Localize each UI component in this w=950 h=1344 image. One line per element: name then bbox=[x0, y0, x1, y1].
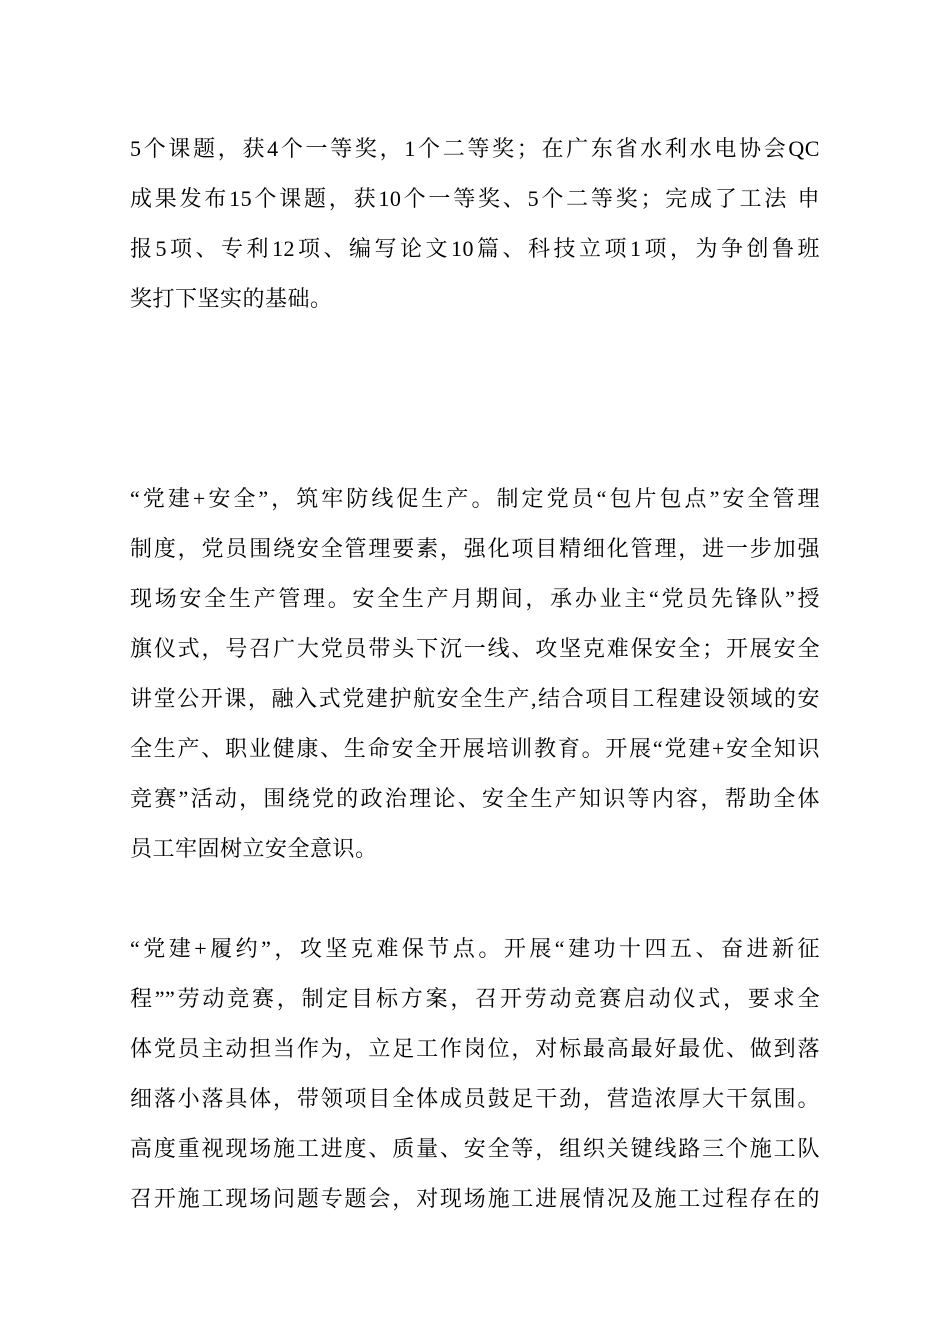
paragraph-line: 报5项、专利12项、编写论文10篇、科技立项1项，为争创鲁班 bbox=[130, 236, 820, 261]
paragraph-line: 程””劳动竞赛，制定目标方案，召开劳动竞赛启动仪式，要求全 bbox=[130, 986, 820, 1011]
paragraph-line: 讲堂公开课，融入式党建护航安全生产,结合项目工程建设领域的安 bbox=[130, 686, 820, 711]
paragraph-line: 制度，党员围绕安全管理要素，强化项目精细化管理，进一步加强 bbox=[130, 536, 820, 561]
paragraph-line: 高度重视现场施工进度、质量、安全等，组织关键线路三个施工队 bbox=[130, 1136, 820, 1161]
para-dangjian-anquan bbox=[130, 474, 820, 874]
paragraph-line: “党建+安全”，筑牢防线促生产。制定党员“包片包点”安全管理 bbox=[130, 486, 820, 511]
paragraph-line: 体党员主动担当作为，立足工作岗位，对标最高最好最优、做到落 bbox=[130, 1036, 820, 1061]
paragraph-line: 员工牢固树立安全意识。 bbox=[130, 836, 378, 861]
paragraph-line: 全生产、职业健康、生命安全开展培训教育。开展“党建+安全知识 bbox=[130, 736, 820, 761]
paragraph-line: 成果发布15个课题，获10个一等奖、5个二等奖；完成了工法 申 bbox=[130, 186, 820, 211]
paragraph-line: 现场安全生产管理。安全生产月期间，承办业主“党员先锋队”授 bbox=[130, 586, 820, 611]
paragraph-line: 5个课题，获4个一等奖，1个二等奖；在广东省水利水电协会QC bbox=[130, 136, 820, 161]
paragraph-line: 细落小落具体，带领项目全体成员鼓足干劲，营造浓厚大干氛围。 bbox=[130, 1086, 820, 1111]
paragraph-line: 召开施工现场问题专题会，对现场施工进展情况及施工过程存在的 bbox=[130, 1186, 820, 1211]
para-qc-achievements bbox=[130, 124, 820, 324]
paragraph-line: 奖打下坚实的基础。 bbox=[130, 286, 333, 311]
para-dangjian-lvyue bbox=[130, 924, 820, 1224]
paragraph-line: 旗仪式，号召广大党员带头下沉一线、攻坚克难保安全；开展安全 bbox=[130, 636, 820, 661]
paragraph-line: “党建+履约”，攻坚克难保节点。开展“建功十四五、奋进新征 bbox=[130, 936, 820, 961]
paragraph-line: 竞赛”活动，围绕党的政治理论、安全生产知识等内容，帮助全体 bbox=[130, 786, 820, 811]
